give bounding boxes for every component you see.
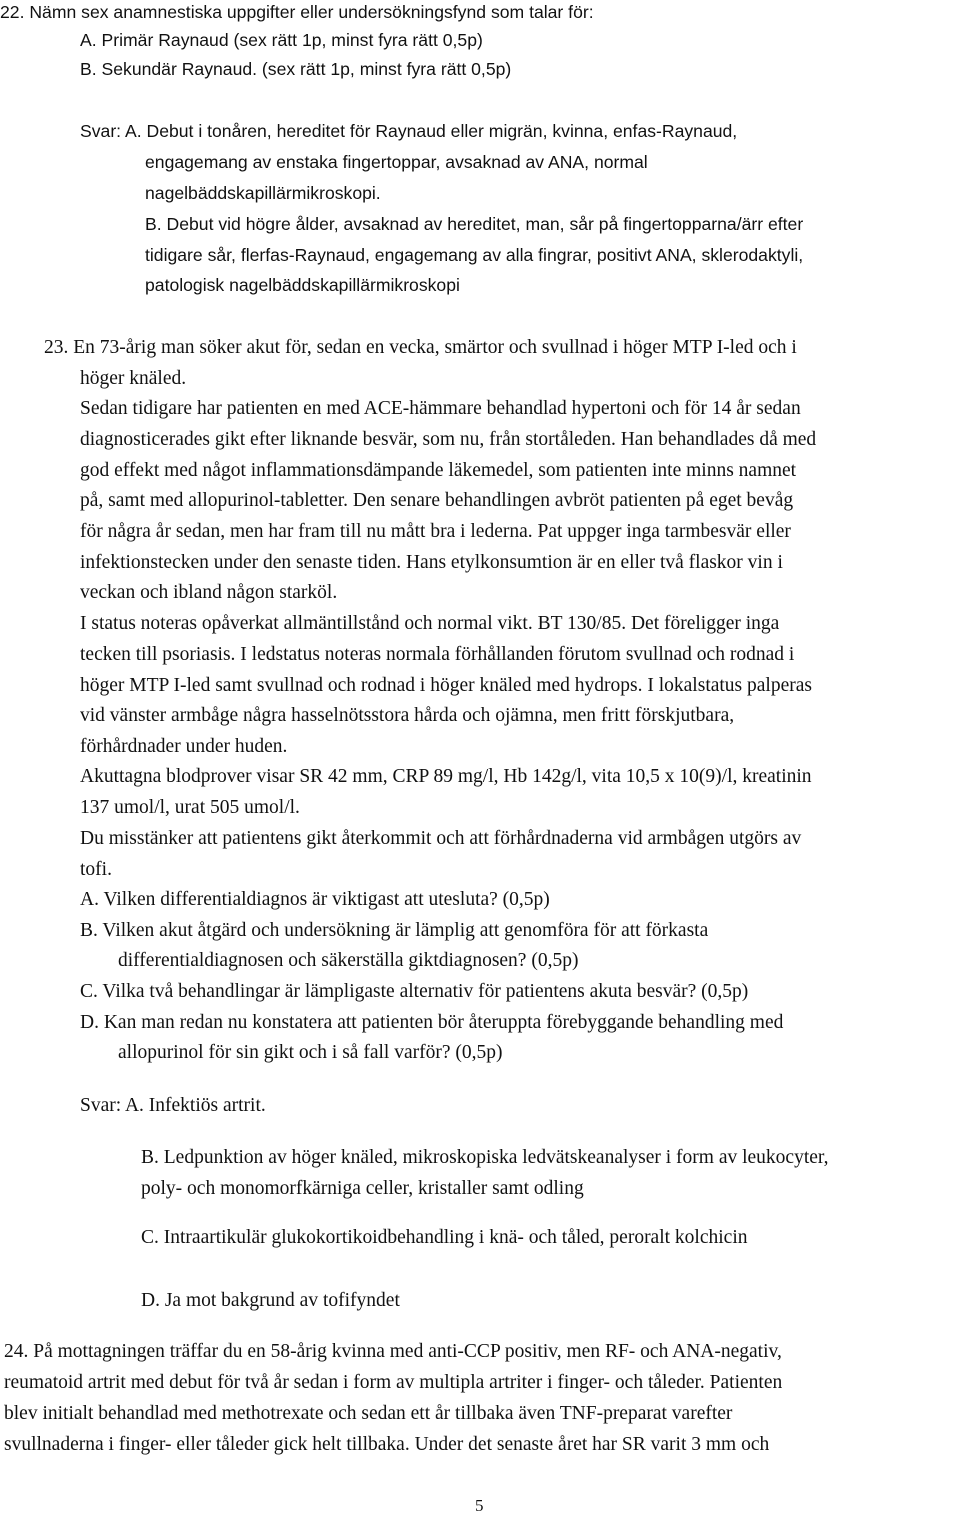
q23-suspicion-line1: Du misstänker att patientens gikt återkommit och att förhårdnaderna vid armbågen utgörs av <box>80 828 802 849</box>
q23-case-line4: på, samt med allopurinol-tabletter. Den senare behandlingen avbröt patienten på eget bevåg <box>80 490 794 511</box>
q22-answer-a-line3: nagelbäddskapillärmikroskopi. <box>145 183 381 203</box>
q23-question-c: C. Vilka två behandlingar är lämpligaste alternativ för patientens akuta besvär? (0,5p) <box>80 981 749 1002</box>
q23-question-b-line1: B. Vilken akut åtgärd och undersökning är lämplig att genomföra för att förkasta <box>80 920 709 941</box>
q23-status-line4: vid vänster armbåge några hasselnötsstora hårda och ojämna, men fritt förskjutbara, <box>80 705 735 726</box>
q22-heading: 22. Nämn sex anamnestiska uppgifter eller undersökningsfynd som talar för: <box>0 2 594 22</box>
q22-item-a: A. Primär Raynaud (sex rätt 1p, minst fyra rätt 0,5p) <box>80 30 483 50</box>
q23-question-d-line1: D. Kan man redan nu konstatera att patienten bör återuppta förebyggande behandling med <box>80 1012 784 1033</box>
q23-heading-line2: höger knäled. <box>80 368 187 389</box>
q23-labs-line2: 137 umol/l, urat 505 umol/l. <box>80 797 300 818</box>
q23-question-d-line2: allopurinol för sin gikt och i så fall varför? (0,5p) <box>118 1042 503 1063</box>
q22-item-b: B. Sekundär Raynaud. (sex rätt 1p, minst fyra rätt 0,5p) <box>80 59 512 79</box>
q23-status-line5: förhårdnader under huden. <box>80 736 288 757</box>
q24-line4: svullnaderna i finger- eller tåleder gick helt tillbaka. Under det senaste året har SR varit 3 mm och <box>4 1434 770 1455</box>
q23-answer-c: C. Intraartikulär glukokortikoidbehandling i knä- och tåled, peroralt kolchicin <box>141 1227 748 1248</box>
q23-answer-d: D. Ja mot bakgrund av tofifyndet <box>141 1290 400 1311</box>
q23-suspicion-line2: tofi. <box>80 859 112 880</box>
q23-case-line2: diagnosticerades gikt efter liknande besvär, som nu, från stortåleden. Han behandlades då med <box>80 429 817 450</box>
q22-answer-a-line2: engagemang av enstaka fingertoppar, avsaknad av ANA, normal <box>145 152 648 172</box>
q23-answer-b-line1: B. Ledpunktion av höger knäled, mikroskopiska ledvätskeanalyser i form av leukocyter, <box>141 1147 829 1168</box>
page-number: 5 <box>475 1496 484 1515</box>
q23-status-line3: höger MTP I-led samt svullnad och rodnad i höger knäled med hydrops. I lokalstatus palperas <box>80 675 812 696</box>
q24-line1: 24. På mottagningen träffar du en 58-årig kvinna med anti-CCP positiv, men RF- och ANA-negativ, <box>4 1341 782 1362</box>
q23-answer-b-line2: poly- och monomorfkärniga celler, kristaller samt odling <box>141 1178 584 1199</box>
q22-answer-b-line3: patologisk nagelbäddskapillärmikroskopi <box>145 275 460 295</box>
q22-answer-b-line1: B. Debut vid högre ålder, avsaknad av hereditet, man, sår på fingertopparna/ärr efter <box>145 214 804 234</box>
q23-question-a: A. Vilken differentialdiagnos är viktigast att utesluta? (0,5p) <box>80 889 550 910</box>
q23-case-line5: för några år sedan, men har fram till nu mått bra i lederna. Pat uppger inga tarmbesvär eller <box>80 521 791 542</box>
q23-case-line6: infektionstecken under den senaste tiden. Hans etylkonsumtion är en eller två flaskor vin i <box>80 552 783 573</box>
q23-question-b-line2: differentialdiagnosen och säkerställa giktdiagnosen? (0,5p) <box>118 950 579 971</box>
q23-status-line2: tecken till psoriasis. I ledstatus noteras normala förhållanden förutom svullnad och rodnad i <box>80 644 795 665</box>
q23-status-line1: I status noteras opåverkat allmäntillstånd och normal vikt. BT 130/85. Det föreligger inga <box>80 613 780 634</box>
q22-answer-a-line1: Svar: A. Debut i tonåren, hereditet för Raynaud eller migrän, kvinna, enfas-Raynaud, <box>80 121 738 141</box>
q23-answer-a: Svar: A. Infektiös artrit. <box>80 1095 266 1116</box>
q23-labs-line1: Akuttagna blodprover visar SR 42 mm, CRP 89 mg/l, Hb 142g/l, vita 10,5 x 10(9)/l, kreatinin <box>80 766 812 787</box>
q23-case-line7: veckan och ibland någon starköl. <box>80 582 338 603</box>
q22-answer-b-line2: tidigare sår, flerfas-Raynaud, engagemang av alla fingrar, positivt ANA, sklerodaktyli, <box>145 245 804 265</box>
q24-line3: blev initialt behandlad med methotrexate och sedan ett år tillbaka även TNF-preparat varefter <box>4 1403 733 1424</box>
q23-case-line1: Sedan tidigare har patienten en med ACE-hämmare behandlad hypertoni och för 14 år sedan <box>80 398 801 419</box>
q24-line2: reumatoid artrit med debut för två år sedan i form av multipla artriter i finger- och tåleder. Patienten <box>4 1372 783 1393</box>
q23-case-line3: god effekt med något inflammationsdämpande läkemedel, som patienten inte minns namnet <box>80 460 797 481</box>
q23-heading-line1: 23. En 73-årig man söker akut för, sedan en vecka, smärtor och svullnad i höger MTP I-led och i <box>44 337 797 358</box>
